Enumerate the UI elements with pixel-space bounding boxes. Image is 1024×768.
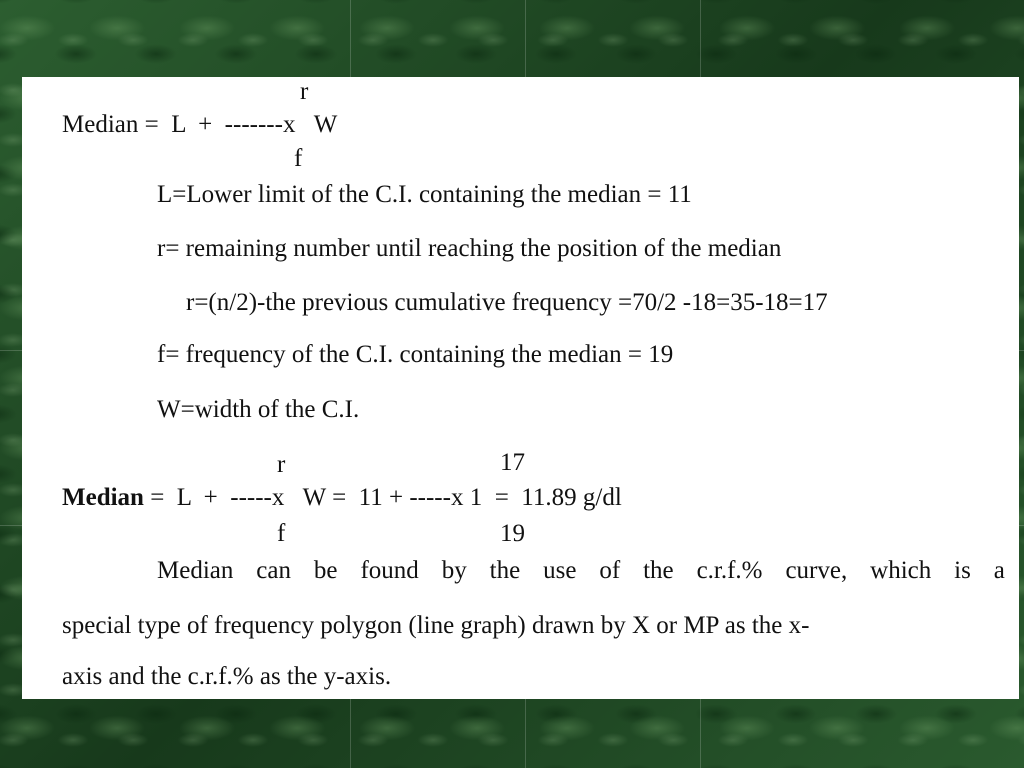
paragraph-word: use xyxy=(543,557,577,584)
formula2-denominator-f: f xyxy=(277,520,286,547)
paragraph-line-3: axis and the c.r.f.% as the y-axis. xyxy=(62,663,392,690)
formula1-denominator: f xyxy=(294,145,303,172)
paragraph-line-1 xyxy=(157,556,1005,586)
paragraph-word: curve, xyxy=(785,557,848,584)
formula2-numerator-17: 17 xyxy=(500,449,525,476)
formula1-numerator: r xyxy=(300,78,309,105)
paragraph-word: is xyxy=(954,557,971,584)
paragraph-line-2: special type of frequency polygon (line graph) drawn by X or MP as the x- xyxy=(62,612,810,639)
definition-r-calculation: r=(n/2)-the previous cumulative frequency =70/2 -18=35-18=17 xyxy=(186,289,828,316)
definition-remaining: r= remaining number until reaching the position of the median xyxy=(157,235,782,262)
formula2-label: Median xyxy=(62,484,144,511)
slide-content xyxy=(22,77,1019,699)
paragraph-word: be xyxy=(313,557,338,584)
formula1-expression: = L + -------x W xyxy=(138,111,338,138)
paragraph-word: can xyxy=(256,557,291,584)
paragraph-word: Median xyxy=(157,557,234,584)
formula2-line xyxy=(62,483,622,513)
definition-frequency: f= frequency of the C.I. containing the median = 19 xyxy=(157,341,674,368)
formula1-line xyxy=(62,110,337,140)
paragraph-word: which xyxy=(870,557,932,584)
definition-lower-limit: L=Lower limit of the C.I. containing the median = 11 xyxy=(157,181,692,208)
formula2-denominator-19: 19 xyxy=(500,520,525,547)
formula1-label: Median xyxy=(62,111,139,138)
paragraph-word: a xyxy=(993,557,1005,584)
formula2-numerator-r: r xyxy=(277,451,286,478)
paragraph-word: the xyxy=(489,557,521,584)
paragraph-word: c.r.f.% xyxy=(696,557,763,584)
definition-width: W=width of the C.I. xyxy=(157,396,360,423)
formula2-expression: = L + -----x W = 11 + -----x 1 = 11.89 g/dl xyxy=(143,484,622,511)
paragraph-word: the xyxy=(643,557,674,584)
paragraph-word: by xyxy=(441,557,467,584)
paragraph-word: of xyxy=(599,557,621,584)
paragraph-word: found xyxy=(360,557,419,584)
